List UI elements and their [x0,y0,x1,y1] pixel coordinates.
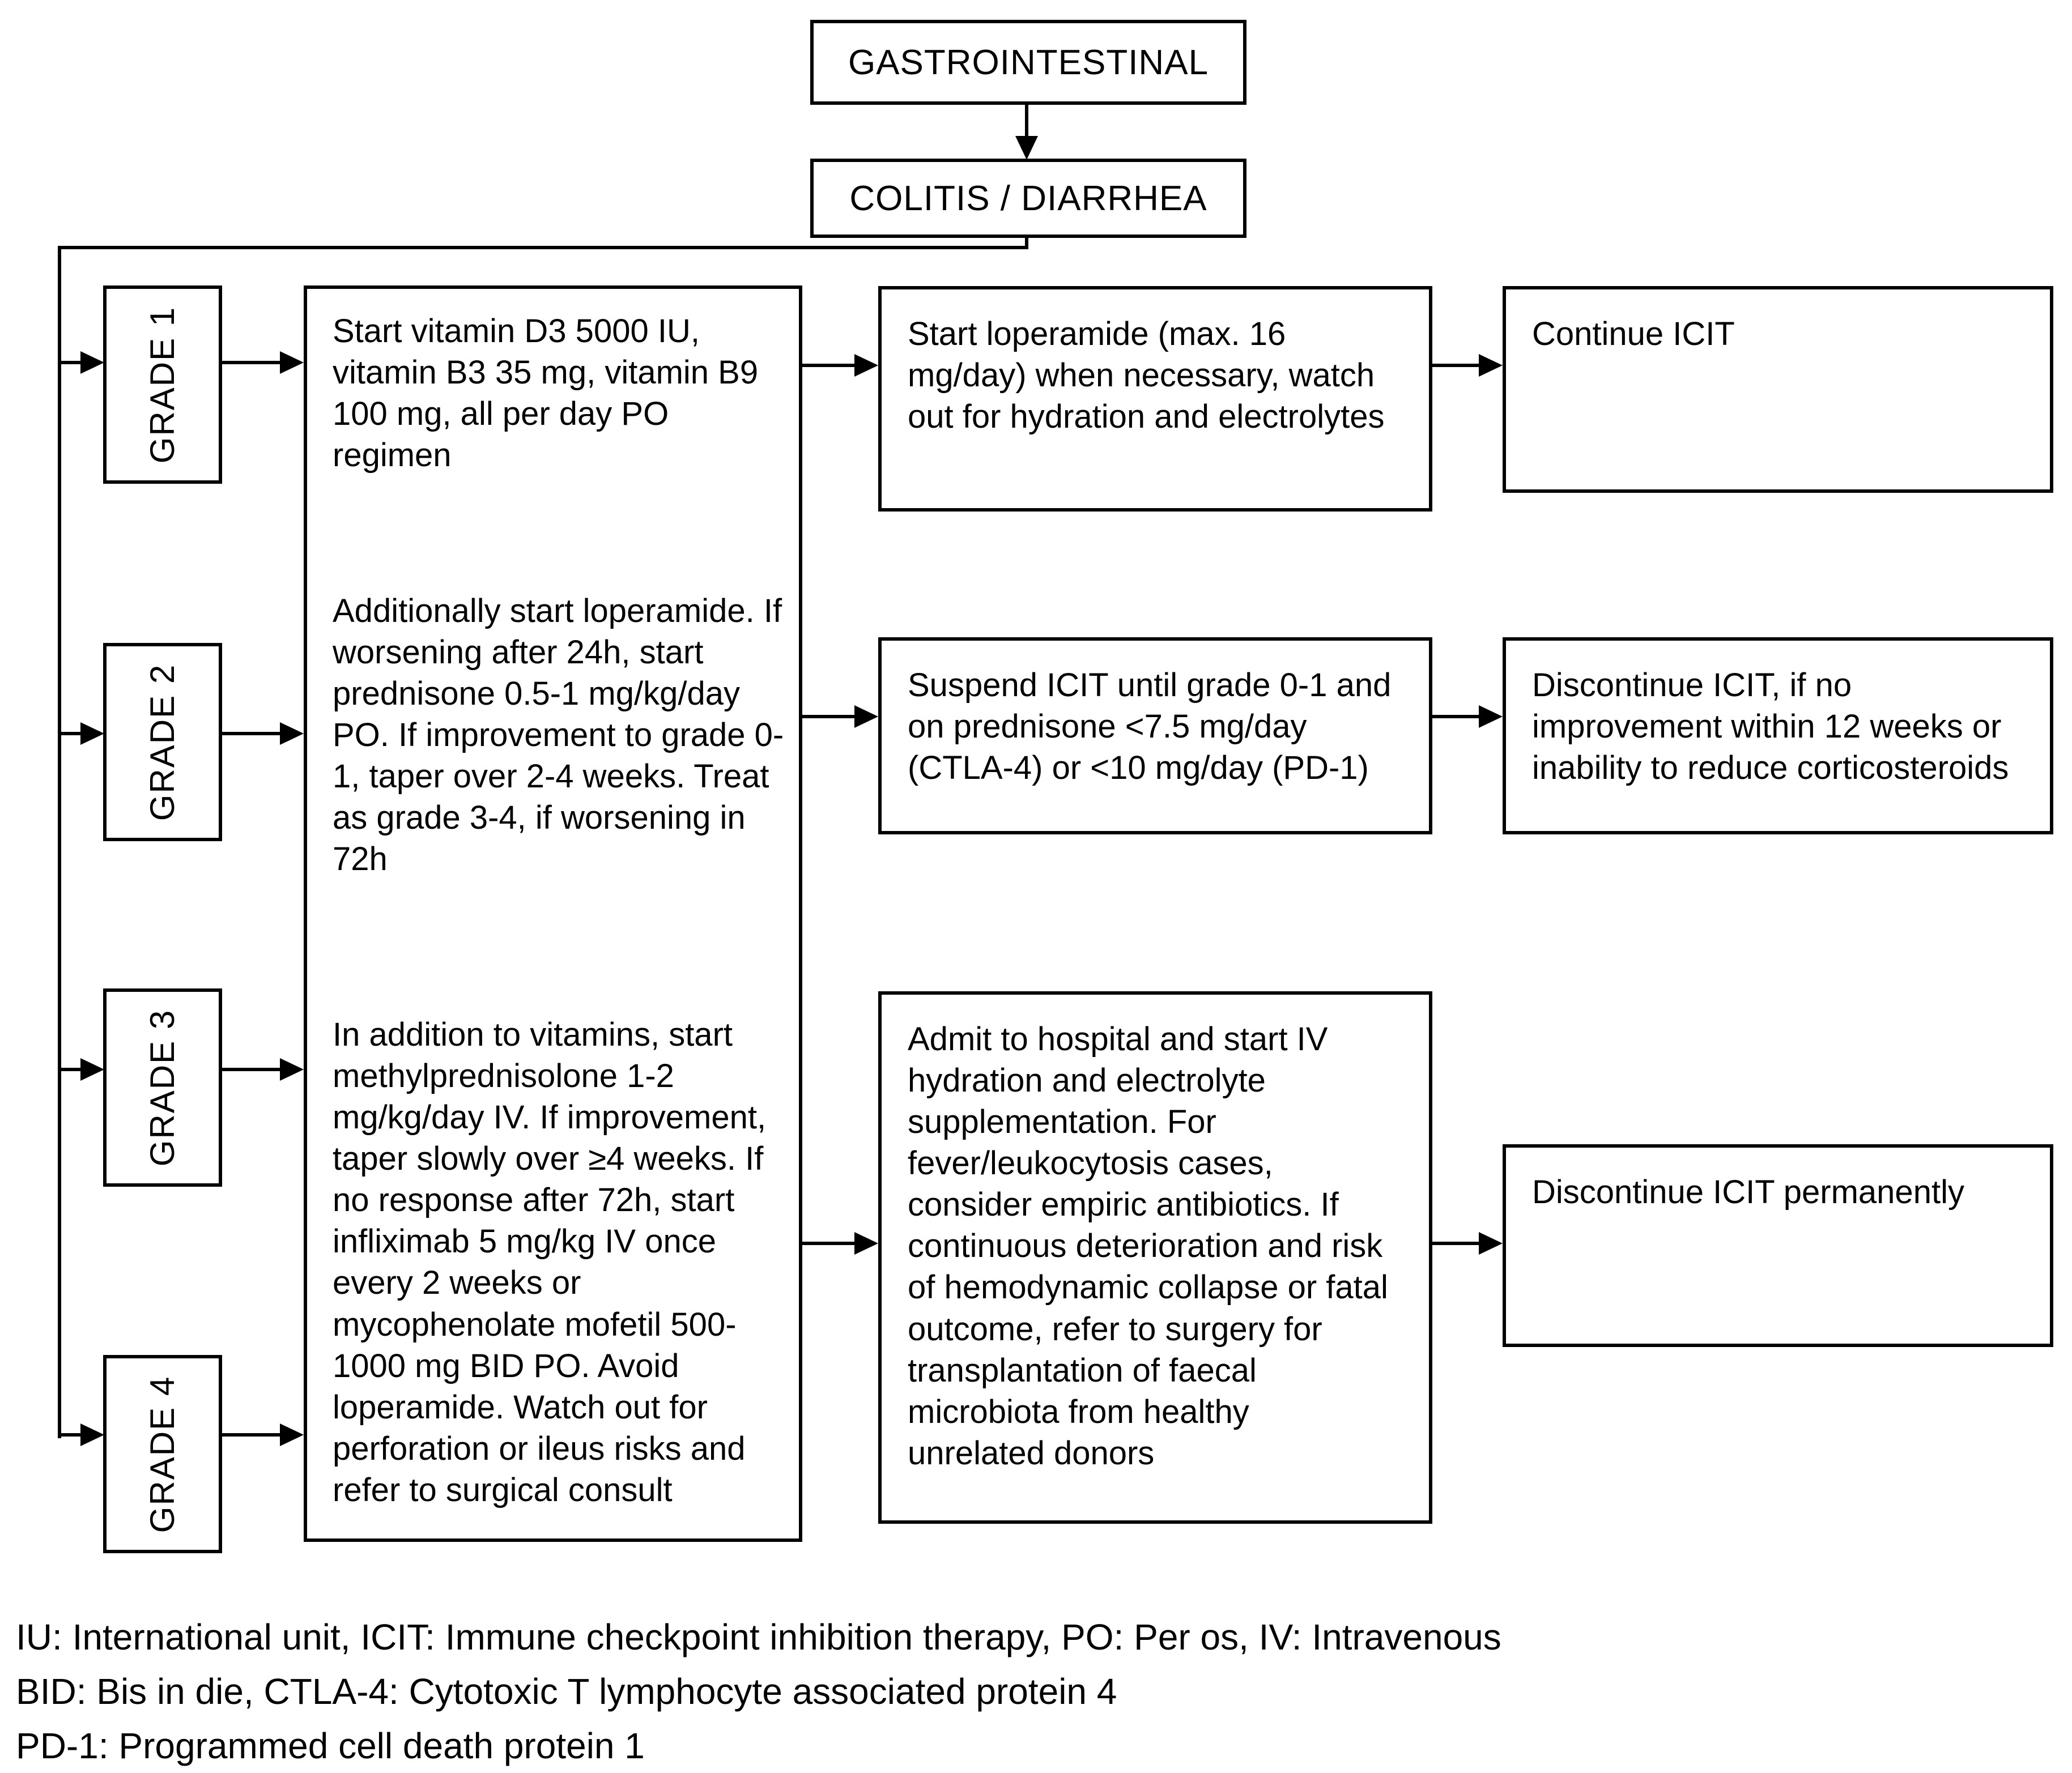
connector-gastro-colitis-arrowhead [1015,136,1038,160]
connector-grade4-treatment-arrowhead [280,1423,304,1446]
colitis-diarrhea-label: COLITIS / DIARRHEA [849,178,1207,218]
suspend-icit-text: Suspend ICIT until grade 0-1 and on prednisone <7.5 mg/day (CTLA-4) or <10 mg/day (PD-1) [908,667,1392,787]
grade-3-box [103,988,222,1187]
connector-grade1-treatment-arrowhead [280,351,304,374]
grade1-treatment-text: Start vitamin D3 5000 IU, vitamin B3 35 mg, vitamin B9 100 mg, all per day PO regimen [333,313,759,474]
grade-4-box [103,1355,222,1553]
connector-grade3-treatment-line [222,1068,280,1071]
colitis-diarrhea-box [810,159,1246,238]
connector-row1-col2-col3-line [802,364,855,367]
gastrointestinal-box [810,20,1246,105]
connector-left-vertical-line [58,246,61,1438]
continue-icit-box [1503,286,2053,493]
connector-branch-grade4-arrowhead [80,1423,104,1446]
grade-1-box [103,285,222,484]
loperamide-action-text: Start loperamide (max. 16 mg/day) when necessary, watch out for hydration and electrolytes [908,316,1385,436]
connector-row3-col2-col3-line [802,1242,855,1245]
legend-line-2: BID: Bis in die, CTLA-4: Cytotoxic T lymphocyte associated protein 4 [16,1671,1117,1712]
loperamide-action-box [878,286,1432,512]
grade-4-label: GRADE 4 [143,1375,182,1533]
grade-2-label: GRADE 2 [143,663,182,821]
connector-row2-col3-col4-line [1432,715,1479,718]
connector-row2-col2-col3-arrowhead [854,705,878,728]
continue-icit-text: Continue ICIT [1532,316,1735,352]
connector-branch-grade3-line [58,1068,83,1071]
discontinue-icit-permanently-text: Discontinue ICIT permanently [1532,1174,1964,1211]
hospital-admission-box [878,991,1432,1524]
grade2-treatment-text: Additionally start loperamide. If worsening after 24h, start prednisone 0.5-1 mg/kg/day PO. If improvement to grade 0-1, taper over 2-4 weeks. Treat as grade 3-4, if worsening in 72h [333,593,784,878]
connector-branch-grade2-line [58,732,83,735]
connector-branch-grade2-arrowhead [80,722,104,745]
connector-branch-grade1-line [58,361,83,364]
connector-row2-col3-col4-arrowhead [1479,705,1503,728]
connector-row1-col2-col3-arrowhead [854,354,878,377]
connector-row2-col2-col3-line [802,715,855,718]
connector-grade4-treatment-line [222,1433,280,1437]
legend-line-3: PD-1: Programmed cell death protein 1 [16,1725,645,1766]
hospital-admission-text: Admit to hospital and start IV hydration and electrolyte supplementation. For fever/leukocytosis cases, consider empiric antibiotics. If continuous deterioration and risk of hemodynamic collapse or fatal outcome, refer to surgery for transplantation of faecal microbiota from healthy unrelated donors [908,1021,1388,1472]
connector-grade2-treatment-arrowhead [280,722,304,745]
connector-row3-col3-col4-line [1432,1242,1479,1245]
connector-grade1-treatment-line [222,361,280,364]
connector-row1-col3-col4-arrowhead [1479,354,1503,377]
connector-branch-grade4-line [58,1433,83,1437]
suspend-icit-box [878,637,1432,834]
connector-row1-col3-col4-line [1432,364,1479,367]
discontinue-icit-box [1503,637,2053,834]
grade-3-label: GRADE 3 [143,1009,182,1166]
grade-1-label: GRADE 1 [143,306,182,463]
grade-2-box [103,643,222,841]
connector-grade3-treatment-arrowhead [280,1058,304,1081]
discontinue-icit-text: Discontinue ICIT, if no improvement within 12 weeks or inability to reduce corticosteroids [1532,667,2009,787]
gastrointestinal-label: GASTROINTESTINAL [848,42,1209,82]
connector-branch-grade1-arrowhead [80,351,104,374]
connector-row3-col3-col4-arrowhead [1479,1232,1503,1255]
legend-line-1: IU: International unit, ICIT: Immune checkpoint inhibition therapy, PO: Per os, IV: Intravenous [16,1617,1501,1657]
connector-gastro-colitis-line [1025,105,1028,139]
connector-branch-grade3-arrowhead [80,1058,104,1081]
grade3-4-treatment-text: In addition to vitamins, start methylprednisolone 1-2 mg/kg/day IV. If improvement, taper slowly over ≥4 weeks. If no response after 72h, start infliximab 5 mg/kg IV once every 2 weeks or mycophenolate mofetil 500-1000 mg BID PO. Avoid loperamide. Watch out for perforation or ileus risks and refer to surgical consult [333,1016,767,1508]
abbreviation-legend [16,1610,1501,1773]
connector-grade2-treatment-line [222,732,280,735]
discontinue-icit-permanently-box [1503,1144,2053,1347]
connector-top-horizontal-line [58,246,1028,249]
connector-row3-col2-col3-arrowhead [854,1232,878,1255]
treatment-column-box [304,285,802,1542]
